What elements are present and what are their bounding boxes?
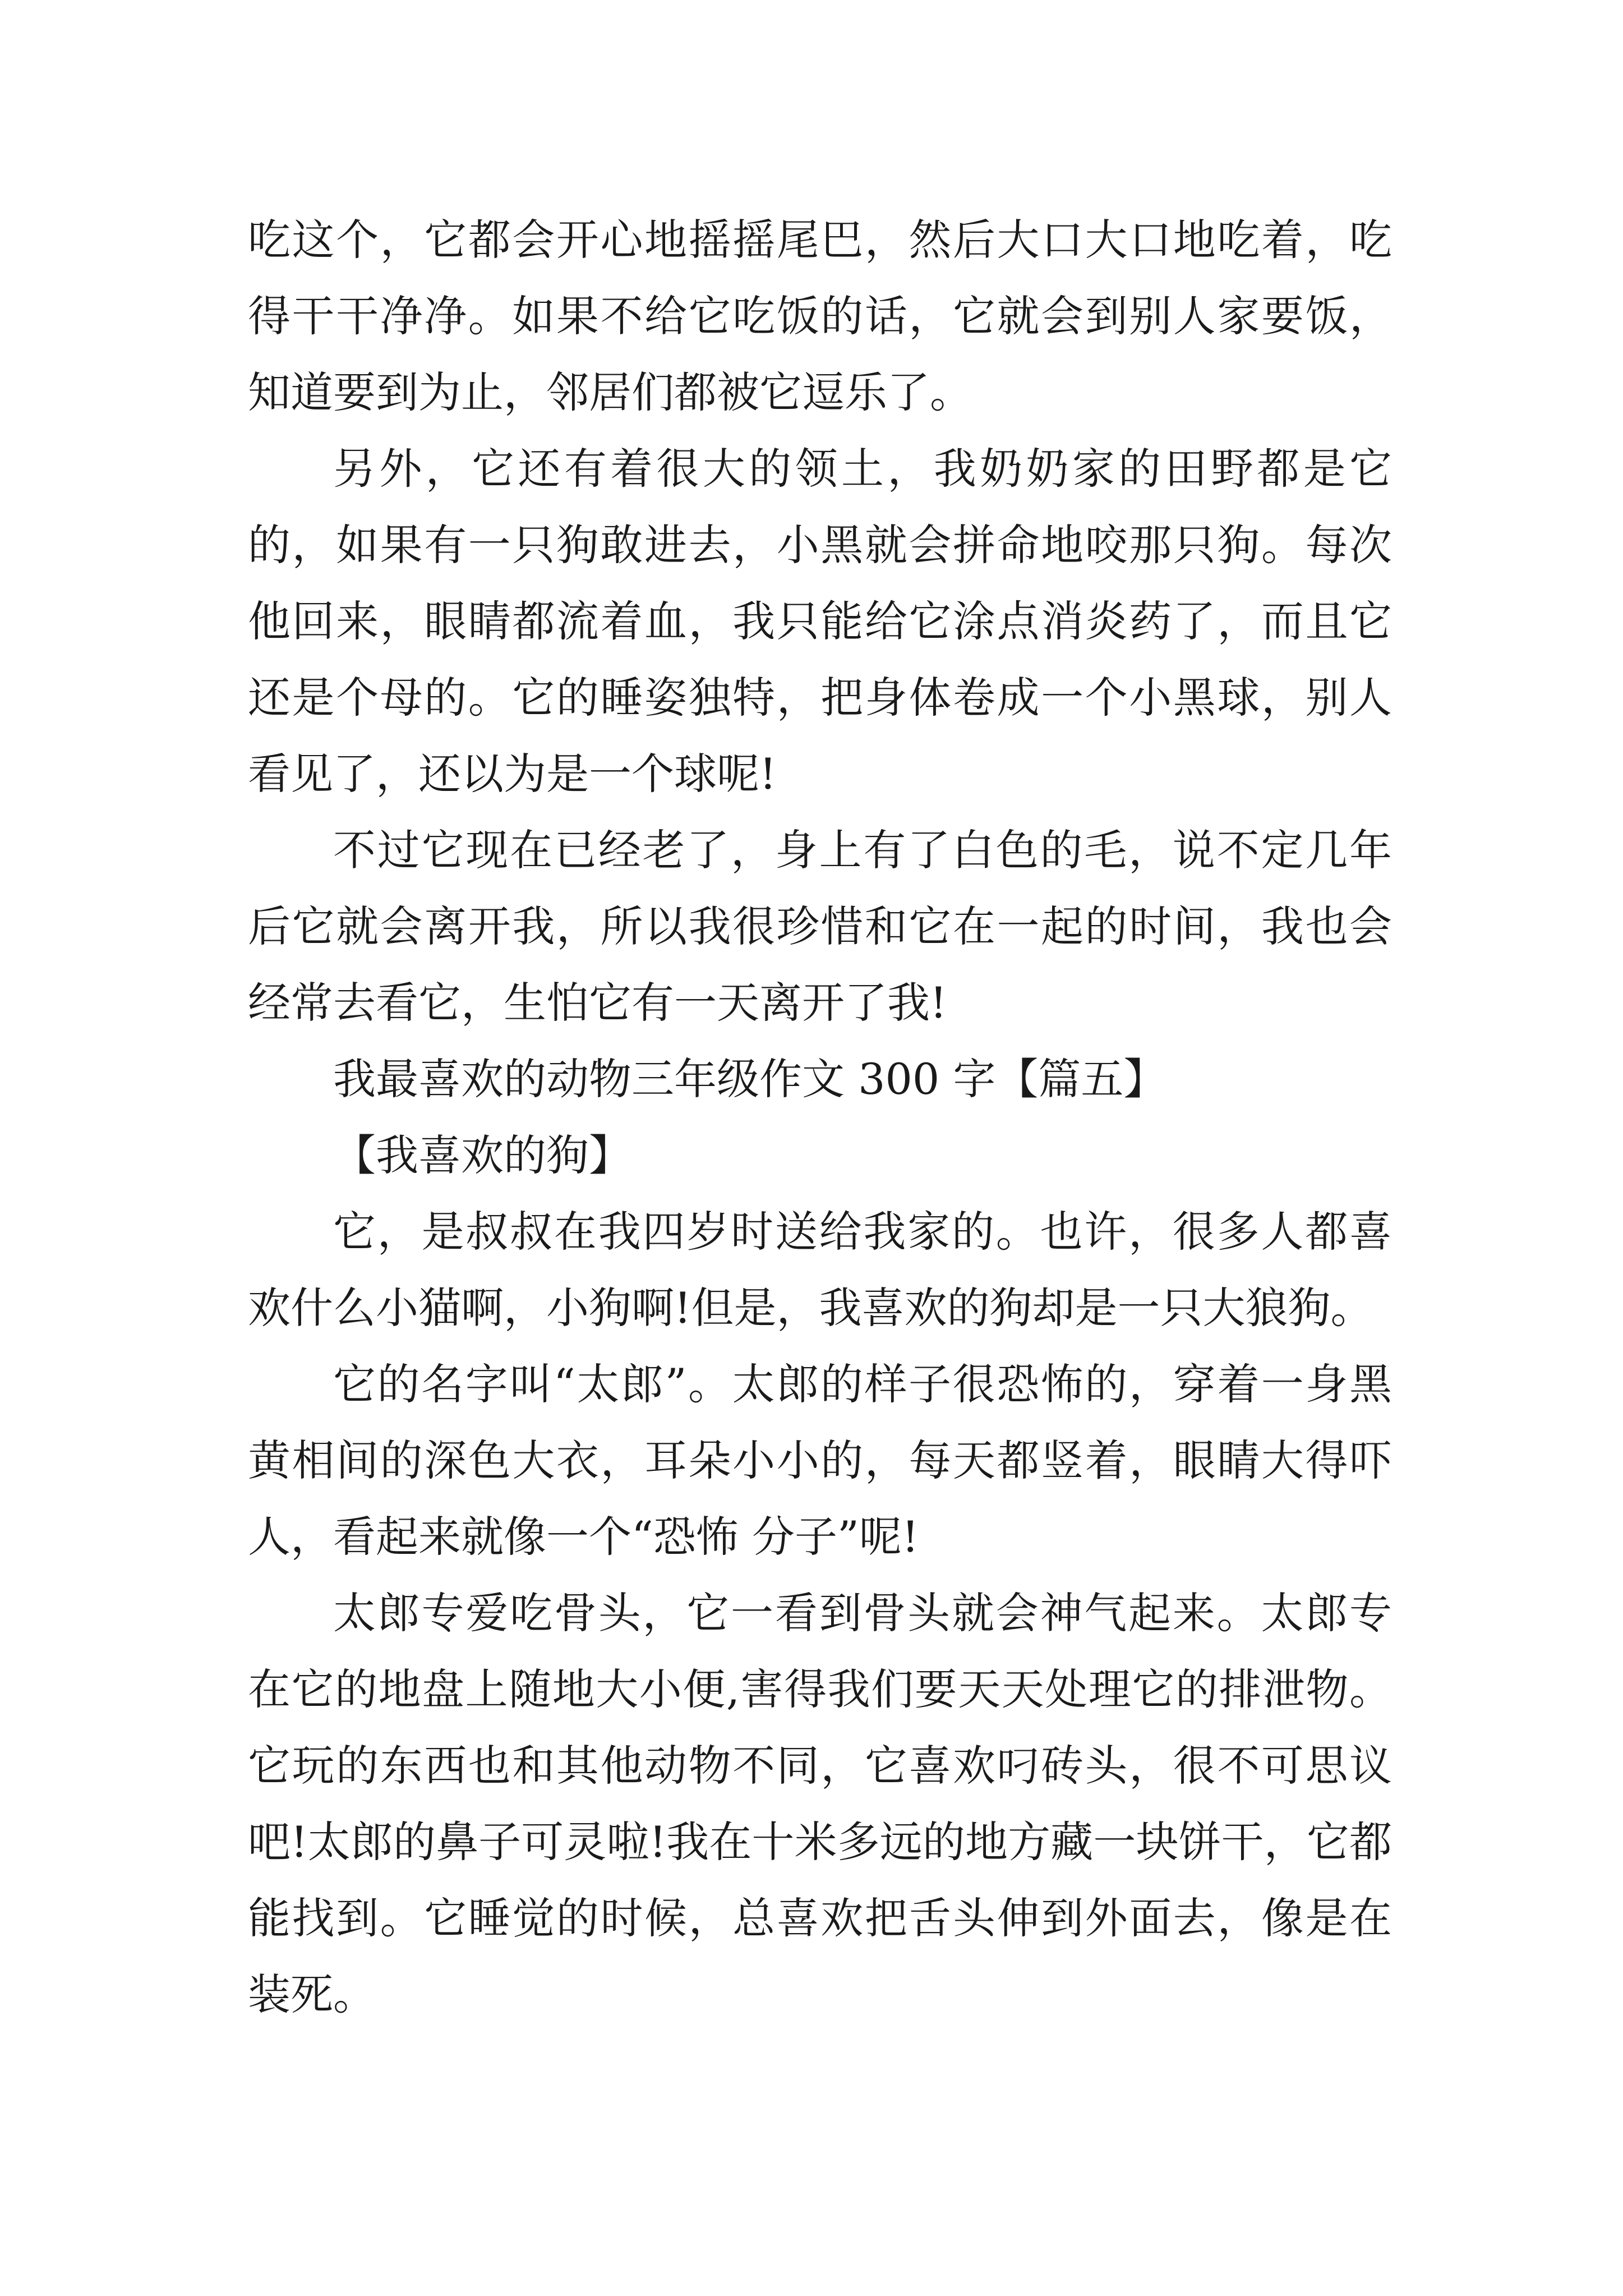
paragraph-territory: 另外，它还有着很大的领土，我奶奶家的田野都是它的，如果有一只狗敢进去，小黑就会拼命地咬那只狗。每次他回来，眼睛都流着血，我只能给它涂点消炎药了，而且它还是个母的。它的睡姿独特，把身体卷成一个小黑球，别人看见了，还以为是一个球呢! [248,444,1392,799]
essay-body [248,202,1392,2033]
section-title: 我最喜欢的动物三年级作文 300 字【篇五】 [333,1054,1166,1104]
paragraph-appearance: 它的名字叫“太郎”。太郎的样子很恐怖的，穿着一身黑黄相间的深色大衣，耳朵小小的，每天都竖着，眼睛大得吓人，看起来就像一个“恐怖 分子”呢! [248,1359,1392,1562]
essay-title: 【我喜欢的狗】 [333,1130,631,1180]
paragraph-habits: 太郎专爱吃骨头，它一看到骨头就会神气起来。太郎专在它的地盘上随地大小便,害得我们要天天处理它的排泄物。它玩的东西也和其他动物不同，它喜欢叼砖头，很不可思议吧!太郎的鼻子可灵啦!我在十米多远的地方藏一块饼干，它都能找到。它睡觉的时候，总喜欢把舌头伸到外面去，像是在装死。 [248,1588,1392,2019]
paragraph-old-age: 不过它现在已经老了，身上有了白色的毛，说不定几年后它就会离开我，所以我很珍惜和它在一起的时间，我也会经常去看它，生怕它有一天离开了我! [248,825,1392,1028]
paragraph-intro: 它，是叔叔在我四岁时送给我家的。也许，很多人都喜欢什么小猫啊，小狗啊!但是，我喜欢的狗却是一只大狼狗。 [248,1207,1392,1333]
paragraph-continued: 吃这个，它都会开心地摇摇尾巴，然后大口大口地吃着，吃得干干净净。如果不给它吃饭的话，它就会到别人家要饭，知道要到为止，邻居们都被它逗乐了。 [248,215,1392,417]
